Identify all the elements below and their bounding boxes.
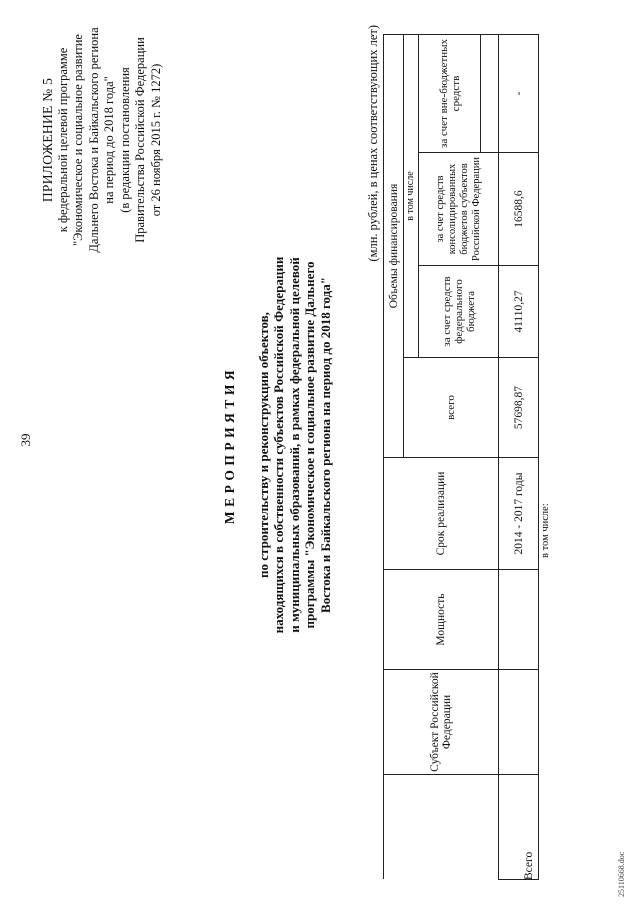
title-line: и муниципальных образований, в рамках федеральной целевой [286, 257, 302, 633]
appendix-line: к федеральной целевой программе [55, 47, 70, 233]
footer-file-code: 25110668.doc [617, 851, 626, 897]
total-extra: - [499, 35, 539, 153]
appendix-line: от 26 ноября 2015 г. № 1272) [148, 63, 163, 217]
total-all: 57698,87 [499, 358, 539, 458]
total-capacity-cell [499, 570, 539, 670]
appendix-block [40, 15, 164, 265]
total-subject-cell [499, 670, 539, 775]
title-line: Востока и Байкальского региона на период до 2018 года" [317, 277, 333, 613]
financing-table [383, 34, 539, 880]
header-subject: Субъект Российской Федерации [384, 670, 499, 775]
header-volumes: Объемы финансирования [384, 35, 404, 458]
appendix-line: на период до 2018 года" [102, 76, 116, 204]
including-label: в том числе: [540, 503, 551, 558]
units-note: (млн. рублей, в ценах соответствующих лет) [366, 25, 380, 262]
appendix-line: Дальнего Востока и Байкальского региона [86, 27, 101, 253]
appendix-line: Правительства Российской Федерации [133, 37, 147, 243]
header-regional: за счет средств консолидированных бюджетов субъектов Российской Федерации [419, 153, 499, 266]
title-line: находящихся в собственности субъектов Российской Федерации [271, 256, 286, 634]
appendix-line: "Экономическое и социальное развитие [71, 34, 85, 246]
header-federal: за счет средств федерального бюджета [419, 266, 499, 358]
title-line: программы "Экономическое и социальное развитие Дальнего [302, 261, 317, 629]
blank-header-cell [384, 775, 499, 880]
total-federal: 41110,27 [499, 266, 539, 358]
document-title [222, 175, 333, 715]
page-number: 39 [18, 433, 33, 447]
total-row-label: Всего [523, 851, 535, 880]
header-extra: за счет вне-бюджетных средств [419, 35, 481, 153]
header-period: Срок реализации [384, 458, 499, 570]
header-total: всего [404, 358, 499, 458]
total-regional: 16588,6 [499, 153, 539, 266]
appendix-line: (в редакции постановления [117, 67, 132, 213]
appendix-title: ПРИЛОЖЕНИЕ № 5 [40, 77, 55, 203]
total-period: 2014 - 2017 годы [499, 458, 539, 570]
title-heading: МЕРОПРИЯТИЯ [222, 365, 237, 525]
header-extra-blank [481, 35, 499, 153]
header-including: в том числе [404, 35, 419, 358]
title-line: по строительству и реконструкции объектов, [255, 312, 271, 578]
header-capacity: Мощность [384, 570, 499, 670]
